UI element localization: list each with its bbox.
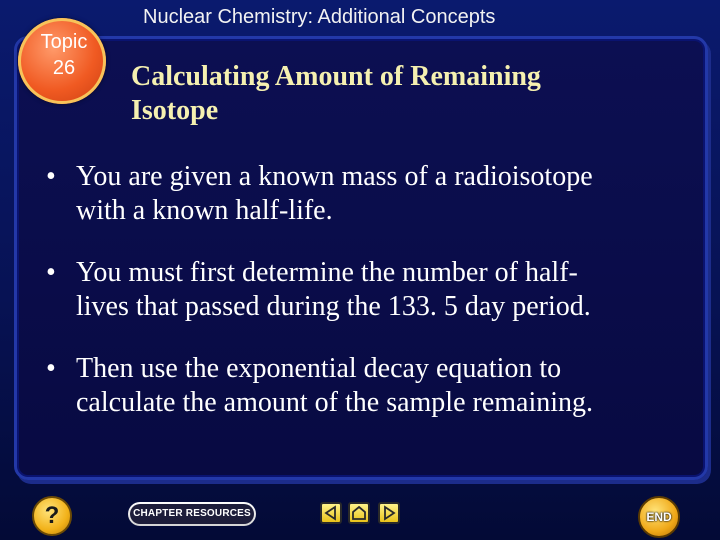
slide-title-line1: Calculating Amount of Remaining <box>131 61 541 92</box>
bullet-line: You are given a known mass of a radioisotope <box>76 161 593 192</box>
topic-number: 26 <box>52 57 76 79</box>
chapter-resources-label: CHAPTER RESOURCES <box>130 504 254 524</box>
footer-toolbar <box>0 478 720 540</box>
chapter-resources-button[interactable] <box>128 502 256 526</box>
help-button[interactable] <box>32 496 72 536</box>
bullet-line: calculate the amount of the sample remaining. <box>76 387 594 418</box>
bullet-item <box>46 160 686 228</box>
previous-button[interactable] <box>320 502 342 524</box>
end-button[interactable] <box>638 496 680 538</box>
home-button[interactable] <box>348 502 370 524</box>
topic-label-group <box>22 29 106 81</box>
slide-title-line2: Isotope <box>131 95 219 126</box>
bullet-line: lives that passed during the 133. 5 day period. <box>76 291 591 322</box>
topic-label: Topic <box>40 31 88 53</box>
bullet-list <box>46 160 686 448</box>
next-button[interactable] <box>378 502 400 524</box>
right-arrow-icon <box>380 504 398 522</box>
bullet-line: with a known half-life. <box>76 195 333 226</box>
bullet-item <box>46 256 686 324</box>
home-icon <box>350 504 368 522</box>
bullet-item <box>46 352 686 420</box>
bullet-marker: • <box>46 161 56 192</box>
end-label: END <box>646 510 672 524</box>
question-mark-icon: ? <box>44 502 60 529</box>
bullet-marker: • <box>46 257 56 288</box>
slide-title <box>131 60 671 128</box>
bullet-line: Then use the exponential decay equation to <box>76 353 562 384</box>
bullet-marker: • <box>46 353 56 384</box>
bullet-line: You must first determine the number of half- <box>76 257 578 288</box>
left-arrow-icon <box>322 504 340 522</box>
chapter-title: Nuclear Chemistry: Additional Concepts <box>143 6 496 28</box>
